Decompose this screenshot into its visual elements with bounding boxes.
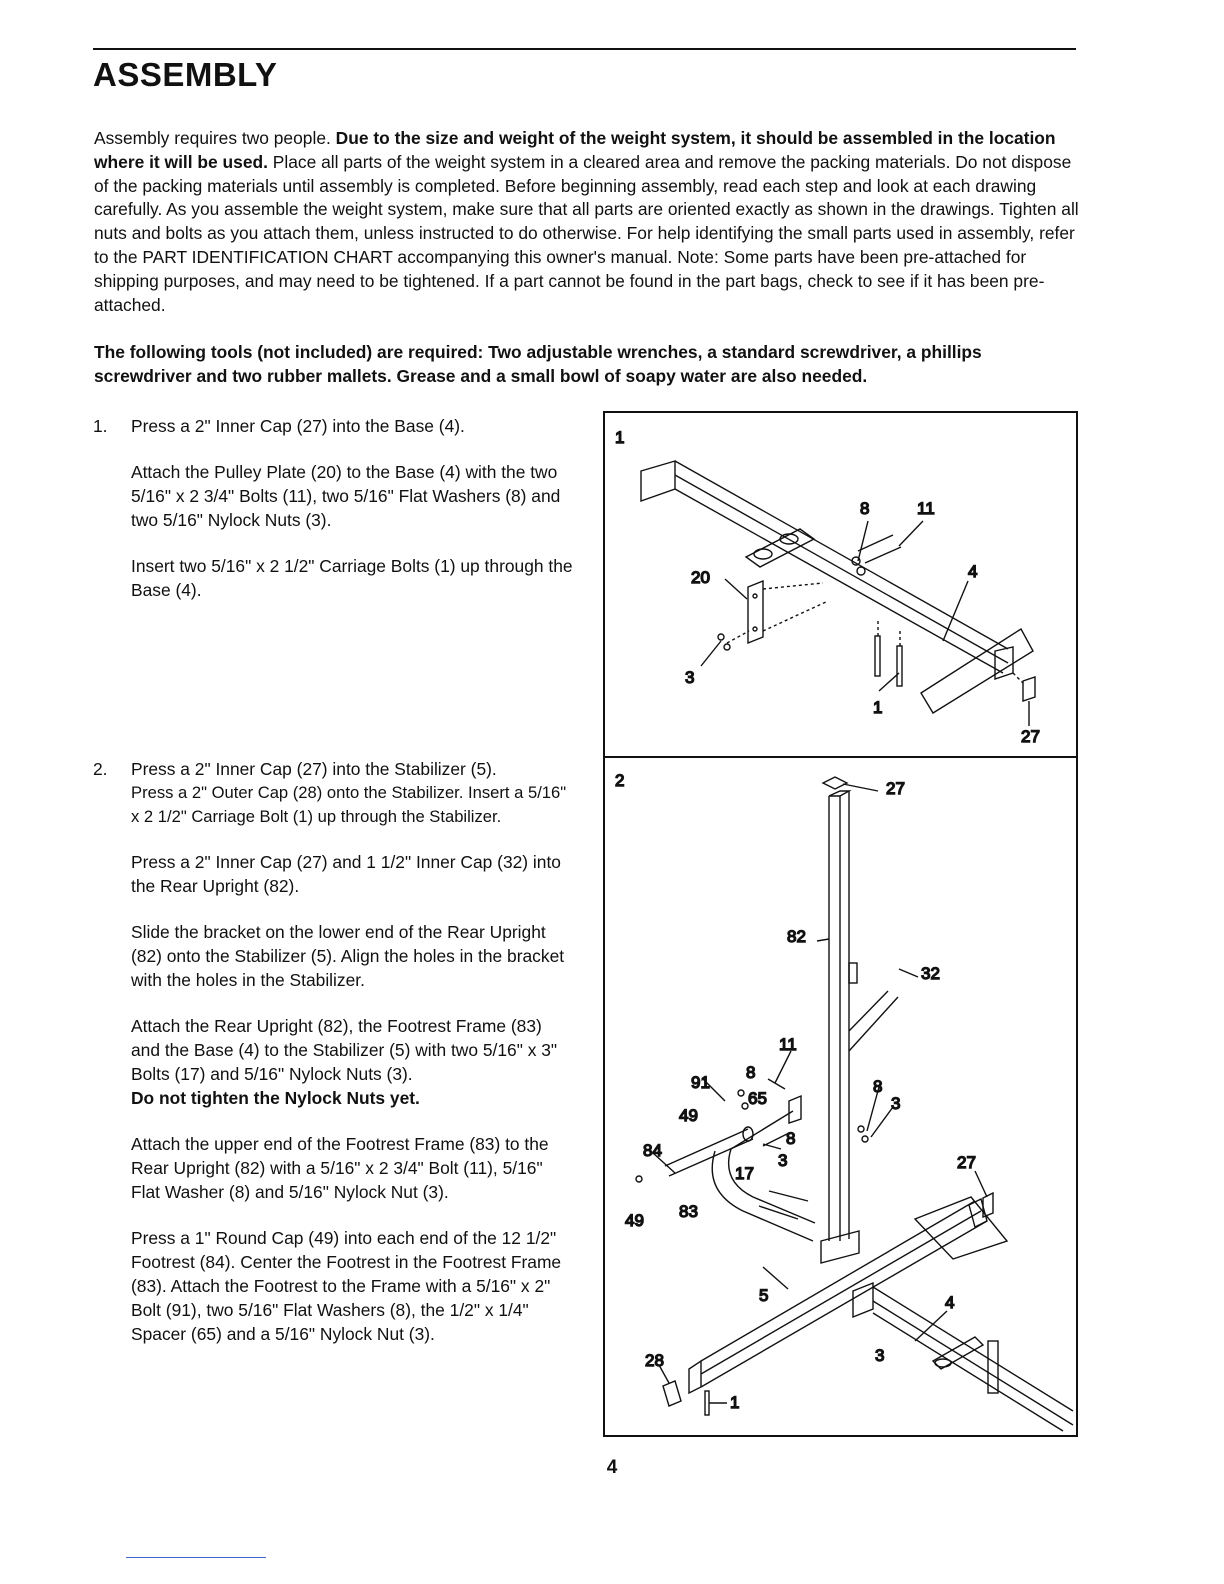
figure-1-drawing [615, 428, 1040, 746]
callout-4: 4 [968, 562, 978, 581]
leader-line [899, 521, 923, 546]
callout-3: 3 [875, 1346, 885, 1365]
callout-84: 84 [643, 1141, 662, 1160]
footer-rule [126, 1557, 266, 1558]
base-foot-plate [921, 629, 1033, 713]
callout-1: 1 [873, 698, 883, 717]
callout-91: 91 [691, 1073, 710, 1092]
upright-bracket [849, 963, 857, 983]
page-title: ASSEMBLY [93, 56, 278, 93]
inner-cap-32 [899, 969, 918, 977]
callout-11: 11 [917, 499, 935, 518]
leader-line [775, 1051, 791, 1083]
inner-cap-27 [1023, 677, 1035, 701]
leader-line [725, 579, 747, 599]
callout-17: 17 [735, 1164, 754, 1183]
callout-3: 3 [778, 1151, 788, 1170]
bracket-hole [754, 549, 772, 559]
step-number: 1. [93, 416, 108, 436]
callout-1: 1 [730, 1393, 740, 1412]
intro-bold-warning: Due to the size and weight of the weight system, it should be assembled in the location where it will be used. [94, 128, 1056, 172]
callout-65: 65 [748, 1089, 767, 1108]
leader-line [701, 641, 721, 666]
leader-line [943, 581, 968, 641]
guide-line [1013, 673, 1023, 683]
leader-line [858, 521, 868, 561]
nuts-3 [718, 631, 749, 650]
figure-2-label: 2 [615, 771, 625, 790]
callout-20: 20 [691, 568, 710, 587]
callout-83: 83 [679, 1202, 698, 1221]
leader-line [843, 784, 878, 791]
step-2-text-2: Press a 2" Inner Cap (27) and 1 1/2" Inner Cap (32) into the Rear Upright (82). [131, 852, 561, 896]
step-1-text-2: Attach the Pulley Plate (20) to the Base (4) with the two 5/16" x 2 3/4" Bolts (11), two 5/16" Flat Washers (8) and two 5/16" Nylock Nuts (3). [131, 462, 561, 530]
carriage-bolt-1 [705, 1391, 709, 1415]
figure-1-label: 1 [615, 428, 625, 447]
callout-11: 11 [779, 1035, 797, 1054]
outer-cap-28 [663, 1381, 681, 1406]
inner-cap-27 [823, 777, 847, 789]
callout-28: 28 [645, 1351, 664, 1370]
callout-8: 8 [786, 1129, 796, 1148]
stabilizer [689, 1199, 987, 1393]
intro-sentence-1: Assembly requires two people. [94, 128, 336, 148]
callout-49: 49 [625, 1211, 644, 1230]
callout-8: 8 [746, 1063, 756, 1082]
callout-82: 82 [787, 927, 806, 946]
guide-line [763, 601, 828, 631]
assembly-illustration [603, 411, 1078, 1437]
callout-27: 27 [886, 779, 905, 798]
step-2-text-6: Press a 1" Round Cap (49) into each end of the 12 1/2" Footrest (84). Center the Footrest in the Footrest Frame (83). Attach the Footrest to the Frame with a 5/16" x 2" Bolt (91), two 5/16" Flat Washers (8), the 1/2" x 1/4" Spacer (65) and a 5/16" Nylock Nut (3). [131, 1228, 562, 1344]
leader-line [817, 939, 829, 941]
callout-8: 8 [860, 499, 870, 518]
step-2-text-1: Press a 2" Inner Cap (27) into the Stabilizer (5). [131, 759, 497, 779]
callout-5: 5 [759, 1286, 769, 1305]
callout-4: 4 [945, 1293, 955, 1312]
step-number: 2. [93, 759, 108, 779]
step-2-text-1b: Press a 2" Outer Cap (28) onto the Stabilizer. Insert a 5/16" x 2 1/2" Carriage Bolt (1) up through the Stabilizer. [131, 783, 567, 826]
callout-8: 8 [873, 1077, 883, 1096]
carriage-bolts-1 [875, 621, 902, 686]
top-rule [93, 48, 1076, 50]
step-1 [93, 414, 573, 624]
upright-arm [849, 991, 888, 1031]
step-2-text-5: Attach the upper end of the Footrest Frame (83) to the Rear Upright (82) with a 5/16" x 2 3/4" Bolt (11), 5/16" Flat Washer (8) and 5/16" Nylock Nut (3). [131, 1134, 549, 1202]
callout-27: 27 [1021, 727, 1040, 746]
figure-2-drawing [615, 605, 1073, 1431]
step-2-text-4-body: Attach the Rear Upright (82), the Footrest Frame (83) and the Base (4) to the Stabilizer (5) with two 5/16" x 3" Bolts (17) and 5/16" Nylock Nuts (3). [131, 1016, 558, 1084]
leader-line [879, 673, 899, 691]
tools-required: The following tools (not included) are required: Two adjustable wrenches, a standard screwdriver, a phillips screwdriver and two rubber mallets. Grease and a small bowl of soapy water are also needed. [94, 342, 982, 386]
pulley-plate [748, 581, 763, 643]
page-number: 4 [606, 1457, 618, 1478]
step-2 [93, 757, 573, 1368]
callout-49: 49 [679, 1106, 698, 1125]
callout-32: 32 [921, 964, 940, 983]
footrest-frame [712, 1096, 815, 1241]
step-1-text-1: Press a 2" Inner Cap (27) into the Base (4). [131, 416, 465, 436]
guide-line [763, 583, 823, 589]
base-section [853, 1283, 1073, 1431]
intro-sentence-3: Place all parts of the weight system in a cleared area and remove the packing materials. Do not dispose of the packing materials until assembly is completed. Before beginning assembly, read each step and look at each drawing carefully. As you assemble the weight system, make sure that all parts are oriented exactly as shown in the drawings. Tighten all nuts and bolts as you attach them, unless instructed to do otherwise. For help identifying the small parts used in assembly, refer to the PART IDENTIFICATION CHART accompanying this owner's manual. Note: Some parts have been pre-attached for shipping purposes, and may need to be tightened. If a part cannot be found in the part bags, check to see if it has been pre-attached. [94, 151, 1079, 315]
step-2-warning: Do not tighten the Nylock Nuts yet. [131, 1088, 420, 1108]
step-2-text-3: Slide the bracket on the lower end of the Rear Upright (82) onto the Stabilizer (5). Align the holes in the bracket with the holes in the Stabilizer. [131, 922, 565, 990]
callout-3: 3 [891, 1094, 901, 1113]
callout-3: 3 [685, 668, 695, 687]
step-2-text-4 [131, 1014, 573, 1110]
callout-27: 27 [957, 1153, 976, 1172]
leader-line [975, 1171, 987, 1197]
step-1-text-3: Insert two 5/16" x 2 1/2" Carriage Bolts (1) up through the Base (4). [131, 556, 573, 600]
intro-paragraph [94, 127, 1079, 317]
leader-line [871, 1107, 893, 1137]
